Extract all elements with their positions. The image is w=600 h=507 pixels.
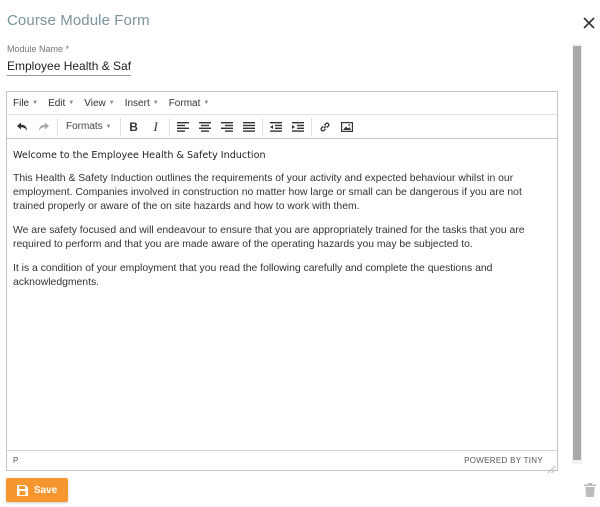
- menu-insert[interactable]: [125, 98, 159, 109]
- undo-icon[interactable]: [11, 117, 33, 137]
- scrollbar-thumb[interactable]: [573, 46, 581, 460]
- save-button-label: Save: [33, 484, 58, 496]
- menu-insert-label: Insert: [124, 97, 150, 109]
- editor-statusbar: [7, 450, 557, 470]
- content-paragraph: We are safety focused and will endeavour to ensure that you are appropriately trained for the tasks that you are required to perform and that you are made aware of the operating hazards you may be subjected to.: [13, 225, 525, 250]
- menu-view[interactable]: [84, 98, 114, 109]
- save-button[interactable]: [6, 478, 68, 502]
- chevron-down-icon: ▼: [32, 100, 39, 106]
- formats-label: Formats: [66, 121, 103, 132]
- scrollbar[interactable]: [572, 44, 582, 464]
- toolbar-divider: [311, 118, 312, 136]
- align-right-icon[interactable]: [216, 117, 238, 137]
- align-justify-icon[interactable]: [238, 117, 260, 137]
- image-icon[interactable]: [336, 117, 358, 137]
- floppy-disk-icon: [17, 485, 28, 496]
- chevron-down-icon: ▼: [108, 100, 115, 106]
- align-left-icon[interactable]: [172, 117, 194, 137]
- trash-icon[interactable]: [584, 483, 596, 497]
- indent-icon[interactable]: [287, 117, 309, 137]
- toolbar-divider: [57, 118, 58, 136]
- link-icon[interactable]: [314, 117, 336, 137]
- content-heading: Welcome to the Employee Health & Safety Induction: [13, 150, 266, 161]
- menu-format-label: Format: [168, 97, 201, 109]
- menu-format[interactable]: [169, 98, 210, 109]
- formats-dropdown[interactable]: [60, 117, 118, 137]
- close-icon[interactable]: [580, 14, 598, 32]
- chevron-down-icon: ▼: [105, 123, 112, 130]
- module-name-label: Module Name *: [7, 44, 70, 54]
- content-paragraph: This Health & Safety Induction outlines the requirements of your activity and expected behaviour whilst in our employment. Companies involved in construction no matter how large or small can be dangerous if you are not trained properly or aware of the on site hazards and how to work with them.: [13, 173, 522, 212]
- powered-by-tiny[interactable]: POWERED BY TINY: [464, 456, 543, 465]
- italic-icon[interactable]: I: [153, 118, 158, 134]
- toolbar-divider: [169, 118, 170, 136]
- element-path[interactable]: P: [13, 456, 19, 465]
- outdent-icon[interactable]: [265, 117, 287, 137]
- menu-view-label: View: [84, 97, 106, 109]
- align-center-icon[interactable]: [194, 117, 216, 137]
- menu-edit-label: Edit: [48, 97, 66, 109]
- content-paragraph: It is a condition of your employment that you read the following carefully and complete the questions and acknowledgments.: [13, 263, 493, 288]
- editor-menubar: [7, 92, 557, 115]
- bold-icon[interactable]: B: [129, 119, 138, 134]
- editor-toolbar: [7, 115, 557, 139]
- rich-text-editor: [6, 91, 558, 471]
- toolbar-divider: [262, 118, 263, 136]
- menu-edit[interactable]: [48, 98, 74, 109]
- chevron-down-icon: ▼: [152, 100, 159, 106]
- module-name-input[interactable]: [7, 56, 131, 76]
- toolbar-divider: [120, 118, 121, 136]
- chevron-down-icon: ▼: [68, 100, 75, 106]
- chevron-down-icon: ▼: [203, 100, 210, 106]
- dialog-title: Course Module Form: [7, 12, 150, 29]
- redo-icon[interactable]: [33, 117, 55, 137]
- editor-content[interactable]: [7, 139, 557, 449]
- menu-file[interactable]: [13, 98, 38, 109]
- menu-file-label: File: [13, 97, 30, 109]
- resize-handle-icon[interactable]: [547, 460, 555, 468]
